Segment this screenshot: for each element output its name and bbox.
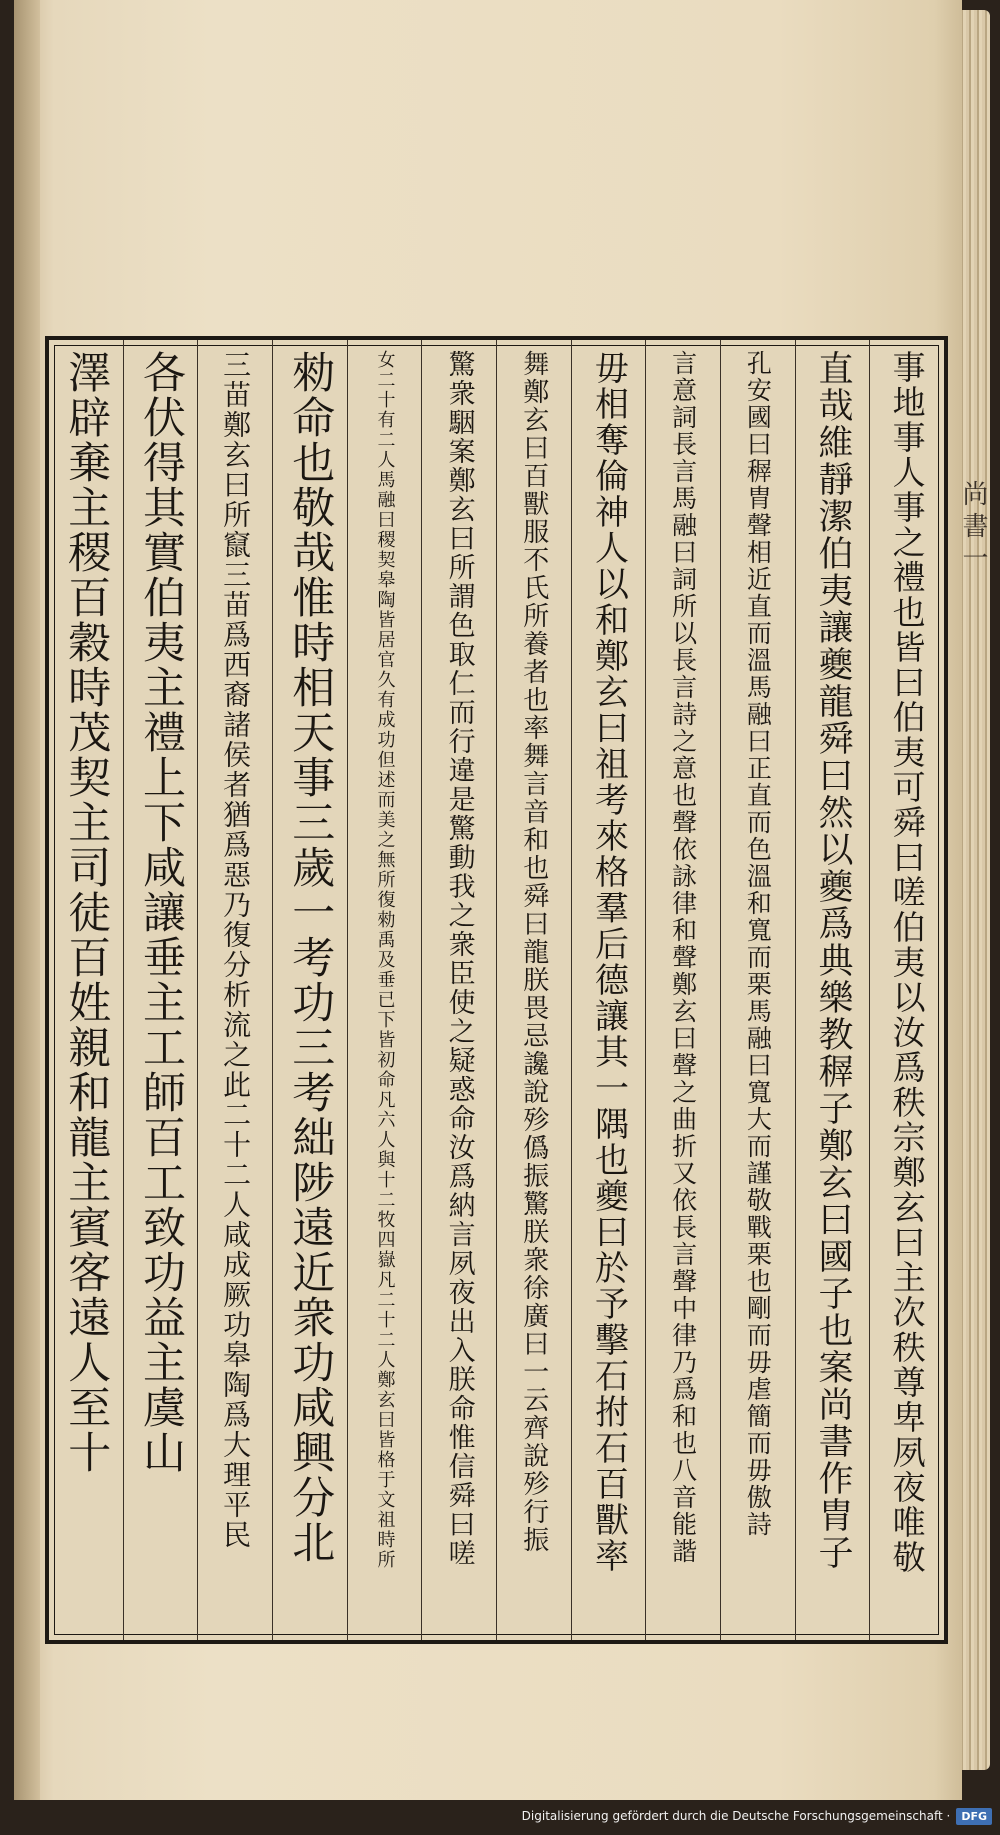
column-text: 澤辟棄主稷百穀時茂契主司徒百姓親和龍主賓客遠人至十 bbox=[61, 350, 112, 1475]
text-column bbox=[123, 340, 198, 1640]
column-text: 女二十有二人馬融曰稷契皋陶皆居官久有成功但述而美之無所復勑禹及垂已下皆初命凡六人與十二牧四嶽凡二十二人鄭玄曰皆格于文祖時所 bbox=[374, 350, 396, 1570]
text-column bbox=[869, 340, 944, 1640]
column-text: 驚衆駰案鄭玄曰所謂色取仁而行違是驚動我之衆臣使之疑惑命汝爲納言夙夜出入朕命惟信舜曰嗟 bbox=[443, 350, 475, 1568]
column-text: 舞鄭玄曰百獸服不氏所養者也率舞言音和也舜曰龍朕畏忌讒說殄僞振驚朕衆徐廣曰一云齊說殄行振 bbox=[518, 350, 549, 1554]
column-text: 孔安國曰稺胄聲相近直而溫馬融曰正直而色溫和寬而栗馬融曰寬大而謹敬戰栗也剛而毋虐簡而毋傲詩 bbox=[743, 350, 773, 1538]
text-column bbox=[795, 340, 870, 1640]
text-column bbox=[720, 340, 795, 1640]
column-text: 直哉維靜潔伯夷讓夔龍舜曰然以夔爲典樂教稺子鄭玄曰國子也案尚書作胄子 bbox=[812, 350, 853, 1571]
margin-label: 尚書一 bbox=[958, 480, 988, 576]
column-text: 勑命也敬哉惟時相天事三歲一考功三考絀陟遠近衆功咸興分北 bbox=[285, 350, 336, 1565]
text-columns bbox=[49, 340, 944, 1640]
text-column bbox=[197, 340, 272, 1640]
column-text: 各伏得其實伯夷主禮上下咸讓垂主工師百工致功益主虞山 bbox=[135, 350, 186, 1475]
dfg-logo: DFG bbox=[956, 1808, 992, 1825]
text-column bbox=[571, 340, 646, 1640]
text-column bbox=[421, 340, 496, 1640]
text-column bbox=[496, 340, 571, 1640]
column-text: 言意詞長言馬融曰詞所以長言詩之意也聲依詠律和聲鄭玄曰聲之曲折又依長言聲中律乃爲和也八音能諧 bbox=[668, 350, 698, 1565]
text-column bbox=[49, 340, 123, 1640]
text-column bbox=[347, 340, 422, 1640]
text-column bbox=[272, 340, 347, 1640]
column-text: 事地事人事之禮也皆曰伯夷可舜曰嗟伯夷以汝爲秩宗鄭玄曰主次秩尊卑夙夜唯敬 bbox=[887, 350, 927, 1575]
page-gutter-shadow bbox=[14, 0, 40, 1800]
text-frame bbox=[45, 336, 948, 1644]
footer-credit: Digitalisierung gefördert durch die Deutsche Forschungsgemeinschaft · bbox=[521, 1809, 951, 1823]
text-column bbox=[645, 340, 720, 1640]
column-text: 毋相奪倫神人以和鄭玄曰祖考來格羣后德讓其一隅也夔曰於予擊石拊石百獸率 bbox=[588, 350, 629, 1574]
digitization-footer bbox=[522, 1803, 992, 1829]
column-text: 三苗鄭玄曰所竄三苗爲西裔諸侯者猶爲惡乃復分析流之此二十二人咸成厥功皋陶爲大理平民 bbox=[219, 350, 253, 1550]
